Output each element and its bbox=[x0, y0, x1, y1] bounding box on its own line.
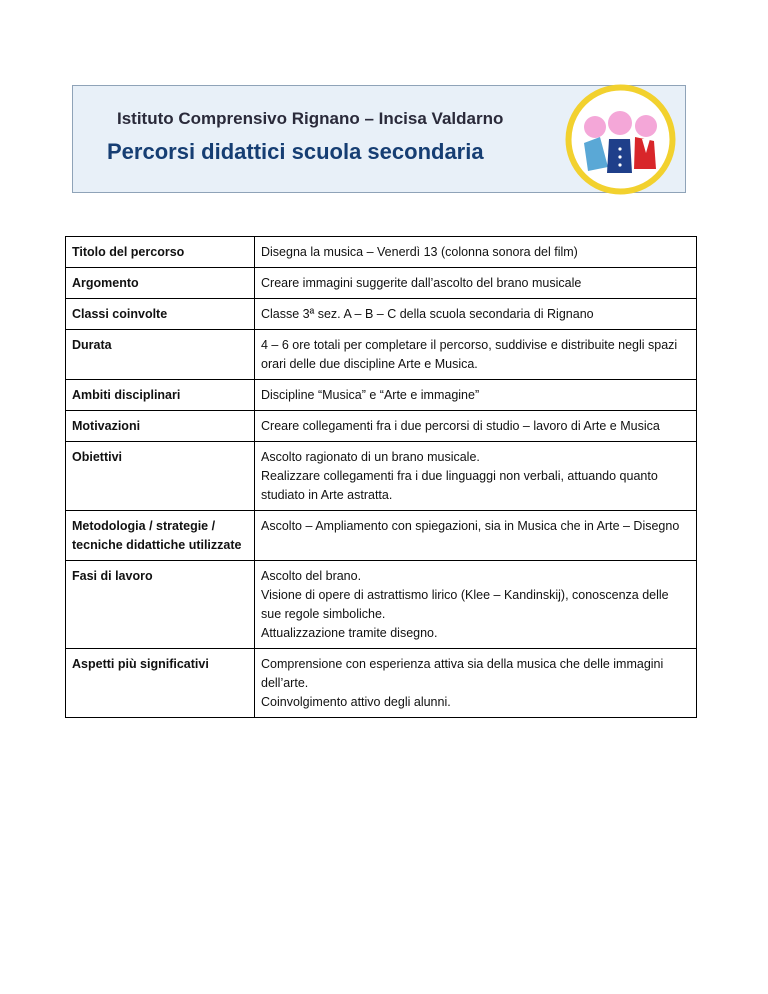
row-label: Obiettivi bbox=[66, 442, 255, 511]
row-value bbox=[255, 268, 697, 299]
row-value bbox=[255, 511, 697, 561]
row-value-line: 4 – 6 ore totali per completare il percorso, suddivise e distribuite negli spazi orari delle due discipline Arte e Musica. bbox=[261, 338, 678, 371]
row-value-line: Ascolto – Ampliamento con spiegazioni, sia in Musica che in Arte – Disegno bbox=[261, 519, 680, 533]
row-label: Fasi di lavoro bbox=[66, 561, 255, 649]
row-value bbox=[255, 561, 697, 649]
table-row bbox=[66, 561, 697, 649]
row-value-line: Ascolto ragionato di un brano musicale. bbox=[261, 450, 480, 464]
table-row bbox=[66, 442, 697, 511]
page-title: Percorsi didattici scuola secondaria bbox=[107, 139, 484, 164]
row-label: Durata bbox=[66, 330, 255, 380]
row-label: Metodologia / strategie / tecniche didattiche utilizzate bbox=[66, 511, 255, 561]
row-value-line: Coinvolgimento attivo degli alunni. bbox=[261, 695, 451, 709]
row-value bbox=[255, 649, 697, 718]
row-label: Aspetti più significativi bbox=[66, 649, 255, 718]
table-row bbox=[66, 237, 697, 268]
table-row bbox=[66, 511, 697, 561]
row-value bbox=[255, 380, 697, 411]
row-value bbox=[255, 237, 697, 268]
row-value-line: Comprensione con esperienza attiva sia della musica che delle immagini dell’arte. bbox=[261, 657, 664, 690]
row-value-line: Creare immagini suggerite dall’ascolto del brano musicale bbox=[261, 276, 582, 290]
row-label: Classi coinvolte bbox=[66, 299, 255, 330]
table-row bbox=[66, 649, 697, 718]
row-value-line: Classe 3ª sez. A – B – C della scuola secondaria di Rignano bbox=[261, 307, 594, 321]
row-value bbox=[255, 299, 697, 330]
header-banner bbox=[72, 85, 686, 193]
school-children-logo-icon bbox=[564, 83, 677, 196]
row-label: Titolo del percorso bbox=[66, 237, 255, 268]
table-row bbox=[66, 330, 697, 380]
row-label: Motivazioni bbox=[66, 411, 255, 442]
row-label: Argomento bbox=[66, 268, 255, 299]
row-label: Ambiti disciplinari bbox=[66, 380, 255, 411]
course-info-table bbox=[65, 236, 697, 718]
table-row bbox=[66, 411, 697, 442]
row-value-line: Disegna la musica – Venerdì 13 (colonna sonora del film) bbox=[261, 245, 578, 259]
row-value bbox=[255, 411, 697, 442]
table-row bbox=[66, 380, 697, 411]
row-value-line: Creare collegamenti fra i due percorsi di studio – lavoro di Arte e Musica bbox=[261, 419, 660, 433]
row-value-line: Discipline “Musica” e “Arte e immagine” bbox=[261, 388, 480, 402]
institute-name: Istituto Comprensivo Rignano – Incisa Valdarno bbox=[117, 109, 504, 128]
row-value-line: Attualizzazione tramite disegno. bbox=[261, 626, 438, 640]
table-row bbox=[66, 299, 697, 330]
table-row bbox=[66, 268, 697, 299]
row-value-line: Realizzare collegamenti fra i due linguaggi non verbali, attuando quanto studiato in Arte astratta. bbox=[261, 469, 658, 502]
row-value bbox=[255, 330, 697, 380]
row-value-line: Visione di opere di astrattismo lirico (Klee – Kandinskij), conoscenza delle sue regole simboliche. bbox=[261, 588, 669, 621]
row-value-line: Ascolto del brano. bbox=[261, 569, 362, 583]
row-value bbox=[255, 442, 697, 511]
